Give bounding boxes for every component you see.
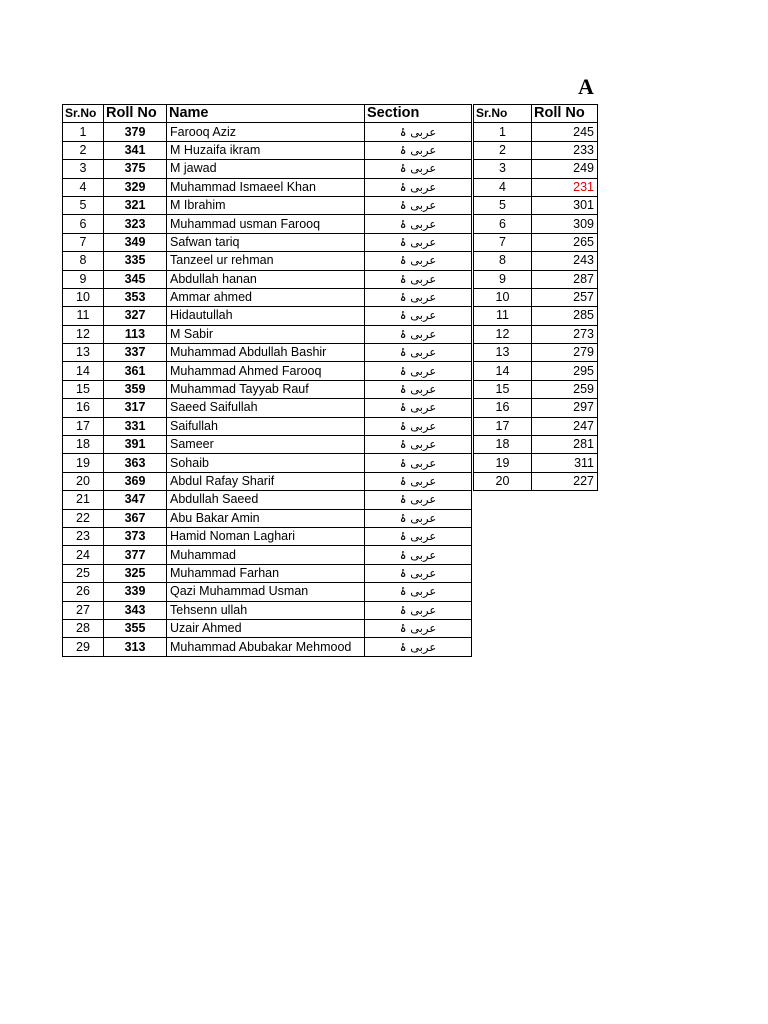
section-cell: عربی ۂ [365, 160, 472, 178]
name-cell: Muhammad Ahmed Farooq [167, 362, 365, 380]
name-cell: M jawad [167, 160, 365, 178]
section-cell: عربی ۂ [365, 638, 472, 656]
roll-no-cell: 313 [104, 638, 167, 656]
roll-no-cell: 311 [532, 454, 598, 472]
sr-no-cell: 9 [63, 270, 104, 288]
roll-no-cell: 347 [104, 491, 167, 509]
roll-no-cell: 361 [104, 362, 167, 380]
roll-no-cell: 257 [532, 288, 598, 306]
sr-no-cell: 17 [474, 417, 532, 435]
sr-no-cell: 10 [63, 288, 104, 306]
section-cell: عربی ۂ [365, 527, 472, 545]
roll-no-cell: 379 [104, 123, 167, 141]
name-cell: Hamid Noman Laghari [167, 527, 365, 545]
sr-no-cell: 14 [63, 362, 104, 380]
sr-no-cell: 1 [63, 123, 104, 141]
header-name: Name [167, 105, 365, 123]
name-cell: Tehsenn ullah [167, 601, 365, 619]
sr-no-cell: 17 [63, 417, 104, 435]
sr-no-cell: 23 [63, 527, 104, 545]
table-row [63, 196, 472, 214]
name-cell: Abdullah Saeed [167, 491, 365, 509]
roll-no-cell: 249 [532, 160, 598, 178]
table-row [474, 270, 598, 288]
roll-no-cell: 323 [104, 215, 167, 233]
name-cell: Hidautullah [167, 307, 365, 325]
sr-no-cell: 5 [474, 196, 532, 214]
table-row [474, 215, 598, 233]
roll-no-cell: 287 [532, 270, 598, 288]
table-row [63, 233, 472, 251]
section-cell: عربی ۂ [365, 399, 472, 417]
name-cell: Muhammad Farhan [167, 564, 365, 582]
main-roll-table [62, 104, 472, 657]
sr-no-cell: 2 [474, 141, 532, 159]
roll-no-cell: 369 [104, 472, 167, 490]
table-row [474, 380, 598, 398]
table-row [474, 417, 598, 435]
header-section: Section [365, 105, 472, 123]
roll-no-cell: 327 [104, 307, 167, 325]
table-row [63, 546, 472, 564]
table-row [63, 601, 472, 619]
sr-no-cell: 19 [63, 454, 104, 472]
sr-no-cell: 8 [474, 252, 532, 270]
side-header-row [474, 105, 598, 123]
name-cell: Farooq Aziz [167, 123, 365, 141]
name-cell: Qazi Muhammad Usman [167, 583, 365, 601]
table-row [63, 362, 472, 380]
sr-no-cell: 11 [63, 307, 104, 325]
section-cell: عربی ۂ [365, 436, 472, 454]
name-cell: M Huzaifa ikram [167, 141, 365, 159]
roll-no-cell: 339 [104, 583, 167, 601]
sr-no-cell: 13 [63, 344, 104, 362]
roll-no-cell: 341 [104, 141, 167, 159]
table-row [63, 509, 472, 527]
sr-no-cell: 9 [474, 270, 532, 288]
section-cell: عربی ۂ [365, 454, 472, 472]
sr-no-cell: 19 [474, 454, 532, 472]
table-row [63, 325, 472, 343]
section-cell: عربی ۂ [365, 472, 472, 490]
table-row [63, 583, 472, 601]
name-cell: Safwan tariq [167, 233, 365, 251]
roll-no-cell: 353 [104, 288, 167, 306]
sr-no-cell: 3 [474, 160, 532, 178]
table-row [474, 178, 598, 196]
sr-no-cell: 7 [63, 233, 104, 251]
sr-no-cell: 4 [63, 178, 104, 196]
section-cell: عربی ۂ [365, 619, 472, 637]
section-cell: عربی ۂ [365, 178, 472, 196]
sr-no-cell: 18 [63, 436, 104, 454]
name-cell: Abu Bakar Amin [167, 509, 365, 527]
roll-no-cell: 367 [104, 509, 167, 527]
roll-no-cell: 343 [104, 601, 167, 619]
main-header-row [63, 105, 472, 123]
section-cell: عربی ۂ [365, 491, 472, 509]
table-row [63, 270, 472, 288]
table-row [63, 380, 472, 398]
name-cell: Abdul Rafay Sharif [167, 472, 365, 490]
roll-no-cell: 279 [532, 344, 598, 362]
table-row [474, 325, 598, 343]
roll-no-cell: 245 [532, 123, 598, 141]
sr-no-cell: 20 [63, 472, 104, 490]
sr-no-cell: 20 [474, 472, 532, 490]
header-srno: Sr.No [63, 105, 104, 123]
section-cell: عربی ۂ [365, 307, 472, 325]
table-row [63, 178, 472, 196]
roll-no-cell: 325 [104, 564, 167, 582]
section-cell: عربی ۂ [365, 141, 472, 159]
header-rollno: Roll No [104, 105, 167, 123]
sr-no-cell: 8 [63, 252, 104, 270]
name-cell: Sohaib [167, 454, 365, 472]
table-row [63, 123, 472, 141]
roll-no-cell: 317 [104, 399, 167, 417]
name-cell: Abdullah hanan [167, 270, 365, 288]
roll-no-cell: 113 [104, 325, 167, 343]
table-row [63, 417, 472, 435]
section-cell: عربی ۂ [365, 601, 472, 619]
side-roll-table [473, 104, 598, 491]
name-cell: Muhammad [167, 546, 365, 564]
sr-no-cell: 3 [63, 160, 104, 178]
roll-no-cell: 373 [104, 527, 167, 545]
table-row [63, 638, 472, 656]
table-row [474, 141, 598, 159]
roll-no-cell: 363 [104, 454, 167, 472]
sr-no-cell: 25 [63, 564, 104, 582]
sr-no-cell: 15 [474, 380, 532, 398]
roll-no-cell: 281 [532, 436, 598, 454]
roll-no-cell: 259 [532, 380, 598, 398]
roll-no-cell: 355 [104, 619, 167, 637]
name-cell: Ammar ahmed [167, 288, 365, 306]
roll-no-cell: 359 [104, 380, 167, 398]
roll-no-cell: 335 [104, 252, 167, 270]
table-row [63, 141, 472, 159]
table-row [474, 196, 598, 214]
section-cell: عربی ۂ [365, 123, 472, 141]
name-cell: Saeed Saifullah [167, 399, 365, 417]
name-cell: Muhammad Ismaeel Khan [167, 178, 365, 196]
section-cell: عربی ۂ [365, 344, 472, 362]
roll-no-cell: 285 [532, 307, 598, 325]
sr-no-cell: 28 [63, 619, 104, 637]
table-row [474, 307, 598, 325]
roll-no-cell: 349 [104, 233, 167, 251]
name-cell: Muhammad Abdullah Bashir [167, 344, 365, 362]
section-cell: عربی ۂ [365, 233, 472, 251]
section-cell: عربی ۂ [365, 325, 472, 343]
table-row [63, 252, 472, 270]
name-cell: M Sabir [167, 325, 365, 343]
sr-no-cell: 12 [63, 325, 104, 343]
table-row [63, 307, 472, 325]
sr-no-cell: 13 [474, 344, 532, 362]
table-row [474, 123, 598, 141]
sr-no-cell: 29 [63, 638, 104, 656]
name-cell: Muhammad Tayyab Rauf [167, 380, 365, 398]
table-row [63, 564, 472, 582]
sr-no-cell: 1 [474, 123, 532, 141]
sr-no-cell: 11 [474, 307, 532, 325]
section-cell: عربی ۂ [365, 583, 472, 601]
roll-no-cell: 375 [104, 160, 167, 178]
sr-no-cell: 22 [63, 509, 104, 527]
section-cell: عربی ۂ [365, 362, 472, 380]
name-cell: Saifullah [167, 417, 365, 435]
roll-no-cell: 331 [104, 417, 167, 435]
table-row [474, 472, 598, 490]
section-cell: عربی ۂ [365, 288, 472, 306]
section-cell: عربی ۂ [365, 252, 472, 270]
name-cell: Sameer [167, 436, 365, 454]
roll-no-cell: 329 [104, 178, 167, 196]
table-row [63, 454, 472, 472]
roll-no-cell: 227 [532, 472, 598, 490]
roll-no-cell: 377 [104, 546, 167, 564]
section-letter: A [578, 74, 594, 99]
sr-no-cell: 10 [474, 288, 532, 306]
side-header-rollno: Roll No [532, 105, 598, 123]
sr-no-cell: 2 [63, 141, 104, 159]
section-cell: عربی ۂ [365, 196, 472, 214]
table-row [474, 399, 598, 417]
table-row [474, 288, 598, 306]
roll-no-cell: 321 [104, 196, 167, 214]
roll-no-cell: 295 [532, 362, 598, 380]
sr-no-cell: 7 [474, 233, 532, 251]
section-cell: عربی ۂ [365, 215, 472, 233]
table-row [63, 472, 472, 490]
roll-no-cell: 391 [104, 436, 167, 454]
table-row [474, 233, 598, 251]
roll-no-cell: 231 [532, 178, 598, 196]
section-cell: عربی ۂ [365, 417, 472, 435]
sr-no-cell: 5 [63, 196, 104, 214]
sr-no-cell: 21 [63, 491, 104, 509]
table-row [474, 362, 598, 380]
roll-no-cell: 337 [104, 344, 167, 362]
roll-no-cell: 265 [532, 233, 598, 251]
name-cell: Tanzeel ur rehman [167, 252, 365, 270]
table-row [63, 527, 472, 545]
sr-no-cell: 15 [63, 380, 104, 398]
sr-no-cell: 4 [474, 178, 532, 196]
table-row [63, 619, 472, 637]
roll-no-cell: 273 [532, 325, 598, 343]
table-row [474, 252, 598, 270]
sr-no-cell: 16 [474, 399, 532, 417]
section-cell: عربی ۂ [365, 564, 472, 582]
name-cell: Muhammad usman Farooq [167, 215, 365, 233]
sr-no-cell: 27 [63, 601, 104, 619]
section-cell: عربی ۂ [365, 270, 472, 288]
sr-no-cell: 14 [474, 362, 532, 380]
side-header-srno: Sr.No [474, 105, 532, 123]
section-cell: عربی ۂ [365, 509, 472, 527]
table-row [474, 436, 598, 454]
sr-no-cell: 12 [474, 325, 532, 343]
roll-no-cell: 247 [532, 417, 598, 435]
table-row [474, 160, 598, 178]
roll-no-cell: 301 [532, 196, 598, 214]
table-row [63, 160, 472, 178]
table-row [474, 454, 598, 472]
roll-no-cell: 297 [532, 399, 598, 417]
roll-no-cell: 233 [532, 141, 598, 159]
sr-no-cell: 6 [474, 215, 532, 233]
name-cell: Muhammad Abubakar Mehmood [167, 638, 365, 656]
table-row [63, 436, 472, 454]
sr-no-cell: 6 [63, 215, 104, 233]
sr-no-cell: 26 [63, 583, 104, 601]
roll-no-cell: 243 [532, 252, 598, 270]
sr-no-cell: 24 [63, 546, 104, 564]
table-row [63, 491, 472, 509]
name-cell: M Ibrahim [167, 196, 365, 214]
table-row [63, 344, 472, 362]
section-cell: عربی ۂ [365, 380, 472, 398]
section-cell: عربی ۂ [365, 546, 472, 564]
sr-no-cell: 18 [474, 436, 532, 454]
table-row [474, 344, 598, 362]
name-cell: Uzair Ahmed [167, 619, 365, 637]
roll-no-cell: 345 [104, 270, 167, 288]
table-row [63, 288, 472, 306]
table-row [63, 399, 472, 417]
table-row [63, 215, 472, 233]
sr-no-cell: 16 [63, 399, 104, 417]
roll-no-cell: 309 [532, 215, 598, 233]
